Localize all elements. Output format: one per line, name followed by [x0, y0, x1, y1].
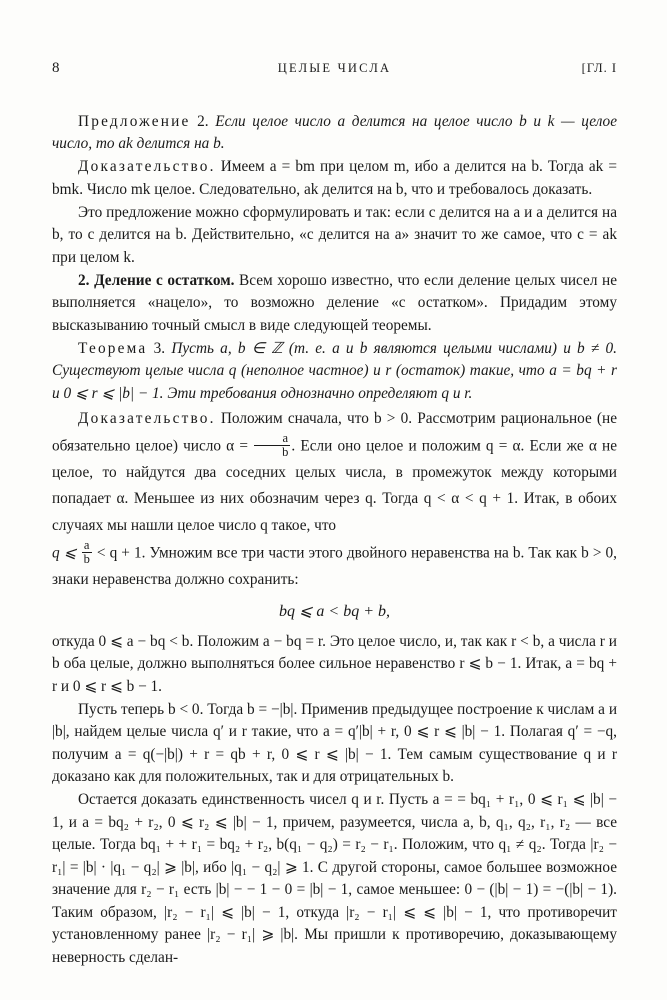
proposition-statement: Если целое число a делится на целое число b и k — целое число, то ak делится на b.: [52, 113, 617, 153]
proof-2-text-a: Положим сначала, что b > 0. Рассмотрим рациональное (не обязательно целое) число α =: [52, 409, 617, 455]
theorem-statement: Пусть a, b ∈ ℤ (т. е. a и b являются целыми числами) и b ≠ 0. Существуют целые числа q (неполное частное) и r (остаток) такие, что a = bq + r и 0 ⩽ r ⩽ |b| − 1. Эти требования однозначно определяют q и r.: [52, 339, 617, 402]
proof-2-part-1: [52, 406, 617, 539]
proof-2-label: Доказательство.: [78, 409, 216, 427]
fraction-denominator-2: b: [83, 552, 90, 567]
fraction-numerator: a: [254, 432, 290, 446]
proposition-label: Предложение: [78, 113, 191, 130]
proof-2-part-5: [52, 789, 617, 969]
page-number: 8: [52, 60, 60, 76]
proof-2-text-d: откуда 0 ⩽ a − bq < b. Положим a − bq = r. Это целое число, и, так как r < b, а числа r и b оба целые, должно выполняться более сильное неравенство r ⩽ b − 1. Итак, a = bq + r и 0 ⩽ r ⩽ b − 1.: [52, 632, 617, 695]
chapter-marker: [ГЛ. I: [581, 61, 617, 75]
running-title: ЦЕЛЫЕ ЧИСЛА: [277, 61, 392, 75]
theorem-label: Теорема: [78, 339, 148, 357]
remark-paragraph: [52, 202, 617, 269]
proof-2-text-f: Остается доказать единственность чисел q и r. Пусть a = = bq₁ + r₁, 0 ⩽ r₁ ⩽ |b| − 1, и a = bq₂ + r₂, 0 ⩽ r₂ ⩽ |b| − 1, причем, разумеется, числа a, b, q₁, q₂, r₁, r₂ — все целые. Тогда bq₁ + + r₁ = bq₂ + r₂, b(q₁ − q₂) = r₂ − r₁. Положим, что q₁ ≠ q₂. Тогда |r₂ − r₁| = |b| · |q₁ − q₂| ⩾ |b|, ибо |q₁ − q₂| ⩾ 1. С другой стороны, самое большее возможное значение для r₂ − r₁ есть |b| − − 1 − 0 = |b| − 1, самое меньшее: 0 − (|b| − 1) = −(|b| − 1). Таким образом, |r₂ − r₁| ⩽ |b| − 1, откуда |r₂ − r₁| ⩽ ⩽ |b| − 1, что противоречит установленному ранее |r₂ − r₁| ⩾ |b|. Мы пришли к противоречию, доказывающему неверность сделан-: [52, 791, 617, 966]
page-content: [52, 60, 617, 970]
proof-1-text: Имеем a = bm при целом m, ибо a делится на b. Тогда ak = bmk. Число mk целое. Следовательно, ak делится на b, что и требовалось доказать.: [52, 158, 617, 198]
fraction-a-over-b-2: [82, 539, 92, 566]
proof-2-text-e: Пусть теперь b < 0. Тогда b = −|b|. Применив предыдущее построение к числам a и |b|, найдем целые числа q′ и r такие, что a = q′|b| + r, 0 ⩽ r ⩽ |b| − 1. Полагая q′ = −q, получим a = q(−|b|) + r = qb + r, 0 ⩽ r ⩽ |b| − 1. Тем самым существование q и r доказано как для положительных, так и для отрицательных b.: [52, 700, 617, 786]
section-title: Деление с остатком.: [94, 271, 235, 289]
theorem-3: [52, 338, 617, 405]
section-text: Всем хорошо известно, что если деление целых чисел не выполняется «нацело», то возможно деление «с остатком». Придадим этому высказыванию точный смысл в виде следующей теоремы.: [52, 271, 618, 334]
proof-2-text-c: < q + 1. Умножим все три части этого двойного неравенства на b. Так как b > 0, знаки неравенства должно сохранить:: [52, 544, 617, 589]
body-text: [52, 111, 617, 969]
proof-2-part-4: [52, 699, 617, 789]
fraction-denominator: b: [282, 445, 289, 460]
proposition-number: 2.: [197, 113, 209, 130]
proof-2-part-3: [52, 631, 617, 698]
fraction-a-over-b: [254, 432, 290, 459]
running-head: [52, 60, 617, 77]
proof-2-part-2: [52, 539, 617, 593]
fraction-numerator-2: a: [82, 539, 92, 553]
inequality-left: q ⩽: [52, 544, 81, 562]
remark-text: Это предложение можно сформулировать и так: если c делится на a и a делится на b, то c делится на b. Действительно, «c делится на a» значит то же самое, что c = ak при целом k.: [52, 203, 617, 266]
section-2: [52, 270, 617, 337]
theorem-number: 3.: [153, 339, 166, 357]
proof-1: [52, 156, 617, 201]
display-inequality: bq ⩽ a < bq + b,: [279, 603, 390, 621]
proof-label: Доказательство.: [78, 158, 216, 176]
section-number: 2.: [78, 271, 90, 289]
proposition-2: [52, 111, 617, 156]
proof-2-text-b: . Если оно целое и положим q = α. Если же α не целое, то найдутся два соседних целых числа, в промежуток между которыми попадает α. Меньшее из них обозначим через q. Тогда q < α < q + 1. Итак, в обоих случаях мы нашли целое число q такое, что: [52, 437, 618, 534]
